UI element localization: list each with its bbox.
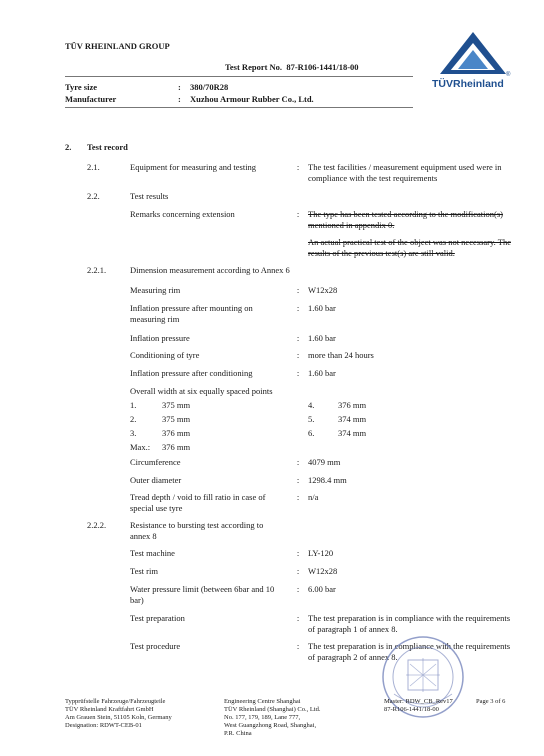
- header-divider-top: [65, 76, 413, 77]
- width-point-5-value: 374 mm: [338, 414, 367, 424]
- outer-diameter-value: 1298.4 mm: [308, 475, 347, 485]
- item-2-1-label: Equipment for measuring and testing: [130, 162, 257, 172]
- tuv-brand-text: TÜVRheinland: [432, 78, 504, 90]
- tuv-triangle-icon: [428, 30, 518, 76]
- footer-line: Master: RDW_CB_Rev17: [384, 698, 453, 705]
- page-number: Page 3 of 6: [476, 698, 506, 705]
- test-procedure-value: The test preparation is in compliance with the requirements of paragraph 2 of annex 8.: [308, 641, 511, 662]
- footer-line: Designation: RDWT-CEB-01: [65, 722, 142, 729]
- tuv-logo: [428, 30, 518, 94]
- tread-depth-label: Tread depth / void to fill ratio in case of special use tyre: [130, 492, 266, 513]
- footer-line: TÜV Rheinland (Shanghai) Co., Ltd.: [224, 706, 321, 713]
- circumference-value: 4079 mm: [308, 457, 341, 467]
- footer-line: Typprüfstelle Fahrzeuge/Fahrzeugteile: [65, 698, 166, 705]
- footer-line: West Guangzhong Road, Shanghai,: [224, 722, 317, 729]
- footer-line: TÜV Rheinland Kraftfahrt GmbH: [65, 706, 154, 713]
- test-preparation-colon: :: [296, 613, 300, 623]
- org-name: TÜV RHEINLAND GROUP: [65, 41, 170, 51]
- tyre-size-value: 380/70R28: [190, 82, 229, 92]
- outer-diameter-label: Outer diameter: [130, 475, 182, 485]
- inflation-pressure-colon: :: [296, 333, 300, 343]
- water-pressure-label: Water pressure limit (between 6bar and 10 bar): [130, 584, 275, 605]
- inflation-after-mounting-value: 1.60 bar: [308, 303, 336, 313]
- footer-column-3: [384, 698, 453, 714]
- test-procedure-label: Test procedure: [130, 641, 181, 651]
- width-point-3-value: 376 mm: [162, 428, 191, 438]
- test-rim-label: Test rim: [130, 566, 158, 576]
- outer-diameter-colon: :: [296, 475, 300, 485]
- test-machine-colon: :: [296, 548, 300, 558]
- footer-line: P.R. China: [224, 730, 252, 737]
- max-label: Max.:: [130, 442, 151, 452]
- width-point-4-number: 4.: [308, 400, 315, 410]
- inflation-after-conditioning-label: Inflation pressure after conditioning: [130, 368, 253, 378]
- header-divider-bottom: [65, 107, 413, 108]
- manufacturer-value: Xuzhou Armour Rubber Co., Ltd.: [190, 94, 314, 104]
- inflation-after-mounting-label: Inflation pressure after mounting on measuring rim: [130, 303, 253, 324]
- inflation-pressure-value: 1.60 bar: [308, 333, 336, 343]
- max-value: 376 mm: [162, 442, 191, 452]
- item-2-2-label: Test results: [130, 191, 169, 201]
- conditioning-value: more than 24 hours: [308, 350, 374, 360]
- test-machine-value: LY-120: [308, 548, 334, 558]
- item-2-1-colon: :: [296, 162, 300, 172]
- item-2-2-2-number: 2.2.2.: [87, 520, 107, 530]
- width-point-1-value: 375 mm: [162, 400, 191, 410]
- item-2-2-2-label: Resistance to bursting test according to annex 8: [130, 520, 264, 541]
- water-pressure-value: 6.00 bar: [308, 584, 336, 594]
- tyre-size-colon: :: [178, 82, 181, 92]
- inflation-pressure-label: Inflation pressure: [130, 333, 190, 343]
- water-pressure-colon: :: [296, 584, 300, 594]
- width-point-6-number: 6.: [308, 428, 315, 438]
- item-2-2-1-label: Dimension measurement according to Annex 6: [130, 265, 290, 275]
- inflation-after-conditioning-value: 1.60 bar: [308, 368, 336, 378]
- footer-line: No. 177, 179, 189, Lane 777,: [224, 714, 301, 721]
- item-2-1-number: 2.1.: [87, 162, 100, 172]
- inflation-after-conditioning-colon: :: [296, 368, 300, 378]
- conditioning-label: Conditioning of tyre: [130, 350, 200, 360]
- remarks-label: Remarks concerning extension: [130, 209, 235, 219]
- footer-line: Engineering Centre Shanghai: [224, 698, 301, 705]
- tyre-size-label: Tyre size: [65, 82, 98, 92]
- width-point-2-value: 375 mm: [162, 414, 191, 424]
- footer-column-2: [224, 698, 320, 738]
- width-point-2-number: 2.: [130, 414, 137, 424]
- footer-column-1: [65, 698, 172, 730]
- measuring-rim-value: W12x28: [308, 285, 338, 295]
- circumference-colon: :: [296, 457, 300, 467]
- overall-width-label: Overall width at six equally spaced points: [130, 386, 273, 396]
- remarks-text-2: An actual practical test of the object was not necessary. The results of the previous test(s) are still valid.: [308, 237, 511, 258]
- width-point-4-value: 376 mm: [338, 400, 367, 410]
- section-number: 2.: [65, 142, 72, 152]
- test-machine-label: Test machine: [130, 548, 175, 558]
- registered-icon: ®: [506, 72, 511, 78]
- tread-depth-colon: :: [296, 492, 300, 502]
- manufacturer-colon: :: [178, 94, 181, 104]
- test-preparation-label: Test preparation: [130, 613, 185, 623]
- remarks-text-1: The type has been tested according to the modification(s) mentioned in appendix 0.: [308, 209, 503, 230]
- report-number-value: 87-R106-1441/18-00: [286, 62, 359, 72]
- width-point-5-number: 5.: [308, 414, 315, 424]
- test-preparation-value: The test preparation is in compliance with the requirements of paragraph 1 of annex 8.: [308, 613, 511, 634]
- inflation-after-mounting-colon: :: [296, 303, 300, 313]
- remarks-colon: :: [296, 209, 300, 219]
- circumference-label: Circumference: [130, 457, 181, 467]
- report-number-label: Test Report No.: [225, 62, 283, 72]
- test-procedure-colon: :: [296, 641, 300, 651]
- test-rim-colon: :: [296, 566, 300, 576]
- measuring-rim-label: Measuring rim: [130, 285, 181, 295]
- width-point-3-number: 3.: [130, 428, 137, 438]
- manufacturer-label: Manufacturer: [65, 94, 117, 104]
- test-rim-value: W12x28: [308, 566, 338, 576]
- item-2-2-1-number: 2.2.1.: [87, 265, 107, 275]
- item-2-2-number: 2.2.: [87, 191, 100, 201]
- footer-line: 87-R106-1441/18-00: [384, 706, 439, 713]
- report-number: [225, 62, 359, 73]
- width-point-1-number: 1.: [130, 400, 137, 410]
- item-2-1-value: The test facilities / measurement equipment used were in compliance with the test requirements: [308, 162, 502, 183]
- tread-depth-value: n/a: [308, 492, 319, 502]
- measuring-rim-colon: :: [296, 285, 300, 295]
- conditioning-colon: :: [296, 350, 300, 360]
- width-point-6-value: 374 mm: [338, 428, 367, 438]
- footer-line: Am Grauen Stein, 51105 Koln, Germany: [65, 714, 172, 721]
- section-title: Test record: [87, 142, 128, 152]
